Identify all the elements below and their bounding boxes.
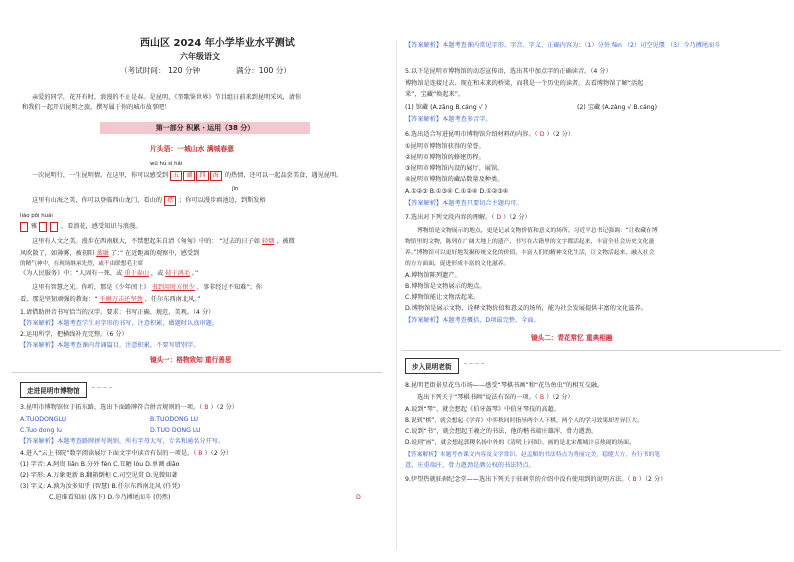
exam-title: 西山区 2024 年小学毕业水平测试 (140, 38, 295, 49)
q7-analysis: 【答案解析】本题考查概括，D项最完整、全面。 (405, 317, 540, 324)
q8-stem: 8.昆明老街景星花鸟市场——感受“琴棋书画”和“花鸟鱼虫”的相互交融。 (405, 382, 604, 389)
task-1-analysis: 【答案解析】本题考查学生对字形的书写，注意积累，做题时认真审题。 (20, 320, 218, 327)
q3-optC[interactable]: C.Tuo dong lu (20, 427, 62, 434)
q1-text4: 这里有人文之美。漫步在西南联大，不禁想起朱自清《匆匆》中的： (32, 238, 218, 245)
q6-item2: ②昆明市博物馆的修建历程。 (405, 154, 485, 161)
q1-line1 (32, 171, 342, 181)
q1-text2b: ；你可以漫步滇池边，到斯发梧 (179, 197, 266, 204)
q8-optA[interactable]: A.说到“琴”，就会想起《伯牙鼓琴》中伯牙琴技的高超。 (405, 406, 560, 413)
q7-p4: 的方方面面，促进形成丰富的文化滋养。 (405, 261, 510, 267)
q7-optD[interactable]: D.博物馆是展示文物、诠释文物价值和意义的场所，能为社会发展提供丰富的文化滋养。 (405, 305, 647, 312)
q3-optD[interactable]: D.TUO DONG LU (150, 427, 201, 434)
episode1-title: 镜头一：格物致知 重行善思 (150, 356, 232, 364)
q5-text1: 博物馆是连接过去、现在和未来的桥梁，而我是一个历史的读者。去看博物馆了解“活起 (405, 80, 644, 87)
exam-score: 满分：100 分） (236, 66, 291, 75)
q1-line6 (20, 270, 198, 278)
q6-answer[interactable]: D (539, 131, 545, 138)
intro-line-2: 和我们一起开启昆明之旅，撰写属于你的城市故事吧！ (22, 104, 171, 111)
task-1: 1.请借助拼音书写恰当的汉字。要求：书写正确、规范、美观。（4 分） (20, 309, 215, 316)
q8-optC[interactable]: C.说到“书”，就会想起王羲之的书法，他的楷书端庄雄浑，骨力遒劲。 (405, 428, 598, 435)
episode2-box: 步入昆明老街 (405, 358, 459, 374)
episode1-box: 走进昆明市博物馆 (20, 382, 87, 398)
q1-box-1[interactable]: 五 (170, 171, 182, 181)
q8-optB[interactable]: B.说到“棋”，就会想起《学弈》中弈秋同时指导两个人下棋，两个人的学习效果却差异巨大。 (405, 418, 643, 424)
q3-answer[interactable]: B (204, 404, 209, 411)
q6-stem-text: 6.选出适合写进昆明市博物馆介绍材料的内容。（ (405, 131, 538, 138)
q1-text5c: 在近距离的观察中，感受到 (125, 250, 200, 257)
q6-options[interactable]: A.①②③ B.①③④ C.①②④ D.①②③④ (405, 188, 509, 195)
q8-sub-text: 选出下列关于“琴棋书画”说法有误的一项。（ (417, 394, 538, 401)
q7-stem-text: 7.选出对下列文段内容的理解。（ (405, 214, 495, 221)
q1-text5b: 了；” (110, 250, 124, 257)
q1-text3b: ，看浪花，感受知识与浪漫。 (60, 223, 142, 230)
q7-optB[interactable]: B.博物馆是文物展示的地点。 (405, 283, 486, 290)
q1-blank-box-1[interactable] (20, 222, 28, 232)
q4-stem-text: 4.进入“云上书院”数字阅读展厅下面文字中读音有误的一项是。（ (20, 450, 197, 457)
q1-line7 (32, 284, 262, 292)
q1-text3a: 雅 (30, 223, 38, 230)
intro-line-1: 亲爱的同学，花开有时，浪漫的不止是春。是昆明，《奎歌鉴世界》节目组日前来到昆明采风，请你 (32, 94, 302, 101)
q1-text6: 《为人民服务》中：“人固有一死，或 (20, 270, 123, 277)
q1-blank6[interactable]: 千磨万击还坚劲 (99, 296, 143, 303)
q7-stem (405, 214, 531, 222)
q1-text7: 这里有智慧之光。你听，那是《少年闰土》 (32, 284, 150, 291)
q1-pinyin2: jīn (232, 186, 239, 192)
column-divider (396, 40, 397, 550)
q4-tail: ）（2 分） (204, 450, 233, 457)
q1-pinyin3: liáo pōi huái (20, 213, 53, 219)
q9-tail: ）（2 分） (638, 476, 667, 483)
q4-row2: (2) 字形: A.万象更新 B.翻箱倒柜 C.司空见贯 D.见微知著 (20, 472, 178, 479)
episode2-rule (401, 350, 781, 351)
q1-blank3[interactable]: 重于泰山 (124, 270, 149, 277)
q8-sub (417, 394, 574, 402)
q4-row3: (3) 字义: A.孰为汝多知乎 (智慧) B.任尔东西南北风 (任凭) (20, 483, 181, 490)
q6-analysis: 【答案解析】本题考查只要切合主题均可。 (405, 200, 523, 207)
part1-subtitle: 片头语：一城山水 满城春意 (150, 145, 234, 153)
q1-text1b: 的热情，还可以一起品尝美食，遇见昆明。 (224, 172, 343, 179)
q7-tail: ）（2 分） (503, 214, 531, 221)
q1-text6c: 。” (191, 270, 199, 277)
q7-p2: 物馆里的文物，陈列在广阔大地上的遗产、书写在古籍里的文字都活起来，丰富全社会历史文化滋 (405, 239, 655, 245)
q6-stem (405, 131, 574, 139)
q1-line3 (20, 222, 141, 232)
r-analysis-1: 【答案解析】本题考查课内常见字形、字音、字义，正确内容为：（1）分外 fèn （2）司空见惯 （3）今乃搏尾而斗 (405, 42, 721, 49)
q3-optA[interactable]: A.TUODONGLU (20, 416, 66, 423)
q6-item1: ①昆明市博物馆获得的荣誉。 (405, 143, 485, 150)
q5-opt2[interactable]: (2) 宝藏 (A.zàng √ B.cáng) (577, 104, 658, 111)
q9-stem-text: 9.伊望热就驻刹纪念堂——选出下列关于驻刹堂的介绍中没有使用到的说明方法。（ (405, 476, 631, 483)
q8-optD[interactable]: D.说到“画”，就会想起郭稷名扬中外的《清明上河图》，画的是北宋都城汴京热闹的场面。 (405, 440, 635, 446)
q4-stem (20, 450, 232, 458)
q5-stem: 5.以下是昆明市博物馆的动态宣传语，选出其中加点字的正确读音。（4 分） (405, 68, 612, 75)
q6-tail: ）（2 分） (546, 131, 575, 138)
grade-title: 六年级语文 (180, 52, 220, 61)
q9-answer[interactable]: B (632, 476, 637, 483)
q4-row4: C.迫谁看知而 (落下) D.今乃搏尾而斗 (仍然) (49, 494, 171, 501)
q1-line5 (20, 250, 199, 258)
q1-text8: 看，那是坚韧顽强的教诲：“ (20, 296, 98, 303)
q1-blank-box-2[interactable] (39, 222, 47, 232)
q7-optA[interactable]: A.博物馆陈列遗产。 (405, 272, 461, 279)
q4-answer[interactable]: B (198, 450, 203, 457)
q1-box-4[interactable]: 海 (210, 171, 222, 181)
q8-analysis-1: 【答案解析】本题考查课文内容及文学常识。赵孟頫的书法特点为秀丽完美，稳健大方，有行书的笔 (405, 452, 661, 458)
q1-blank4[interactable]: 轻于鸿毛 (165, 270, 190, 277)
q7-optC[interactable]: C.博物馆能让文物活起来。 (405, 294, 480, 301)
q5-opt1[interactable]: (1) 馆藏 (A.zāng B.cáng √ ) (405, 104, 487, 111)
q8-analysis-2: 意，庄重端庄，骨力遒劲是颜公权的书法特点。 (405, 462, 535, 469)
task-2: 2.运用所学，把横线补充完整。（6 分） (20, 331, 128, 338)
q3-stem-text: 3.昆明市博物馆位于拓东路，选出下面路牌符合拼音规则的一项。（ (20, 404, 203, 411)
q1-text1: 一次昆明行，一生昆明情。在这里，你可以感受到 (32, 172, 169, 179)
q1-box-3[interactable]: 四 (196, 171, 208, 181)
q1-text5a: 风吹散了，如薄雾，被初阳 (20, 250, 95, 257)
q1-text4b: ，被微 (276, 238, 295, 245)
q1-pinyin: wū hú sì hǎi (150, 161, 183, 167)
q1-box-2[interactable]: 湖 (183, 171, 195, 181)
q5-text2: 来”，宝藏“焕起来”。 (405, 91, 465, 98)
q9-stem (405, 476, 666, 484)
q1-line4 (32, 238, 295, 246)
q1-text6b: ，或 (150, 270, 164, 277)
q1-quote1: “过去的日子如 (219, 238, 260, 245)
episode2-title: 镜头二：青花常忆 重典相融 (531, 334, 613, 342)
q1-line8 (20, 296, 201, 304)
q6-item3: ③昆明市博物馆内设的展厅、展馆。 (405, 165, 504, 172)
q8-answer[interactable]: B (539, 394, 545, 401)
q1-text8b: ，任尔东西南北风。” (144, 296, 201, 303)
q5-analysis: 【答案解析】本题考查多音字。 (405, 116, 492, 123)
episode1-rule (12, 372, 382, 373)
part1-title: 第一部分 积累・运用（38 分） (100, 122, 310, 134)
q8-tail: ）（2 分） (546, 394, 574, 401)
exam-time: （考试时间： 120 分钟 (120, 66, 201, 75)
q1-blank2[interactable]: 蒸融 (96, 250, 109, 257)
q4-row1: (1) 字音: A.阿贵 liǎn B.分外 fèn C.丑陋 lòu D.单调 diāo (20, 461, 180, 468)
q3-optB[interactable]: B.TUODONG LU (150, 416, 199, 423)
q3-analysis: 【答案解析】本题考查路牌拼写规则，所有字母大写，专名和通名分开写。 (20, 438, 225, 445)
q3-tail: ）（2 分） (210, 404, 238, 411)
q6-item4: ④昆明市博物馆的藏品数量及种类。 (405, 176, 504, 183)
q7-p3: 养。”博物馆可以更好地发掘传统文化的价值，丰富人们的精神文化生活，让文物活起来，融入社会 (405, 250, 655, 256)
q1-blank1[interactable]: 轻烟 (261, 238, 275, 245)
q3-stem (20, 404, 238, 412)
q1-text2: 这里有山海之美，你可以登临西山龙门，看山的 (32, 197, 162, 204)
q1-text7b: ，事非经过不知难”；你 (196, 284, 262, 291)
q4-answer3[interactable]: D (356, 494, 361, 501)
q1-blank-box-3[interactable] (50, 222, 58, 232)
q1-line2 (32, 196, 266, 206)
q7-p1: 博物馆是文物展示的地点，更是记录文物价值和意义的场所。习近平总书记强调：“让收藏在博 (417, 228, 658, 234)
q1-blank5[interactable]: 书到用时方恨少 (151, 284, 195, 291)
q1-answer-box[interactable]: 襟 (164, 196, 176, 206)
task-2-analysis: 【答案解析】本题考查课内背诵篇目，注意积累，不要写错别字。 (20, 342, 200, 349)
q1-line5b: 的精气神中，在现场继承先烈，或不由联想毛主席 (20, 261, 144, 267)
q7-answer[interactable]: D (496, 214, 502, 221)
